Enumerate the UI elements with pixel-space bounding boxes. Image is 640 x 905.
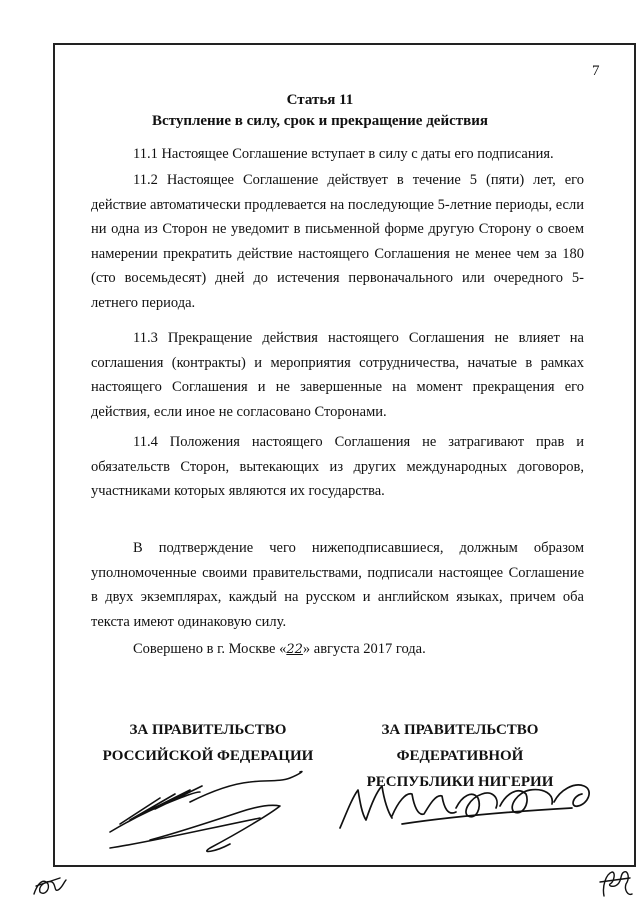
paragraph-11-3-text: 11.3 Прекращение действия настоящего Соглашения не влияет на соглашения (контракты) и мероприятия сотрудничества, начатые в рамках настоящего Соглашения и не завершенные на момент прекращения его действия, если иное не согласовано Сторонами. [91,330,584,420]
initials-right [598,866,634,902]
article-number-title: Статья 11 [286,92,354,108]
signatory-left-line-1: ЗА ПРАВИТЕЛЬСТВО [129,722,287,738]
initials-left [30,872,70,902]
paragraph-11-1-text: 11.1 Настоящее Соглашение вступает в силу с даты его подписания. [133,146,554,162]
signatory-right-line-3: РЕСПУБЛИКИ НИГЕРИИ [366,774,554,790]
paragraph-11-3 [91,326,584,424]
paragraph-11-1 [91,142,584,167]
nigeria-signature [332,768,602,838]
paragraph-11-2 [91,168,584,315]
witness-clause [91,536,584,634]
paragraph-11-2-text: 11.2 Настоящее Соглашение действует в течение 5 (пяти) лет, его действие автоматически продлевается на последующие 5-летние периоды, если ни одна из Сторон не уведомит в письменной форме другую Сторону о своем намерении прекратить действие настоящего Соглашения не менее чем за 180 (сто восемьдесят) дней до истечения первоначального или очередного 5-летнего периода. [91,172,584,311]
paragraph-11-4 [91,430,584,504]
date-line [91,637,584,663]
article-heading: Вступление в силу, срок и прекращение действия [151,113,488,129]
witness-clause-text: В подтверждение чего нижеподписавшиеся, должным образом уполномоченные своими правительствами, подписали настоящее Соглашение в двух экземплярах, каждый на русском и английском языках, причем оба текста имеют одинаковую силу. [91,540,584,630]
signatory-left-line-2: РОССИЙСКОЙ ФЕДЕРАЦИИ [102,748,314,764]
signatory-right-line-2: ФЕДЕРАТИВНОЙ [396,748,524,764]
russia-signature [90,762,320,862]
page-number: 7 [592,63,600,79]
date-suffix: » августа 2017 года. [302,641,426,657]
date-day-handwritten: 22 [286,642,303,657]
date-prefix: Совершено в г. Москве « [133,641,287,657]
signatory-right-line-1: ЗА ПРАВИТЕЛЬСТВО [381,722,539,738]
paragraph-11-4-text: 11.4 Положения настоящего Соглашения не затрагивают прав и обязательств Сторон, вытекающих из других международных договоров, участниками которых являются их государства. [91,434,584,499]
